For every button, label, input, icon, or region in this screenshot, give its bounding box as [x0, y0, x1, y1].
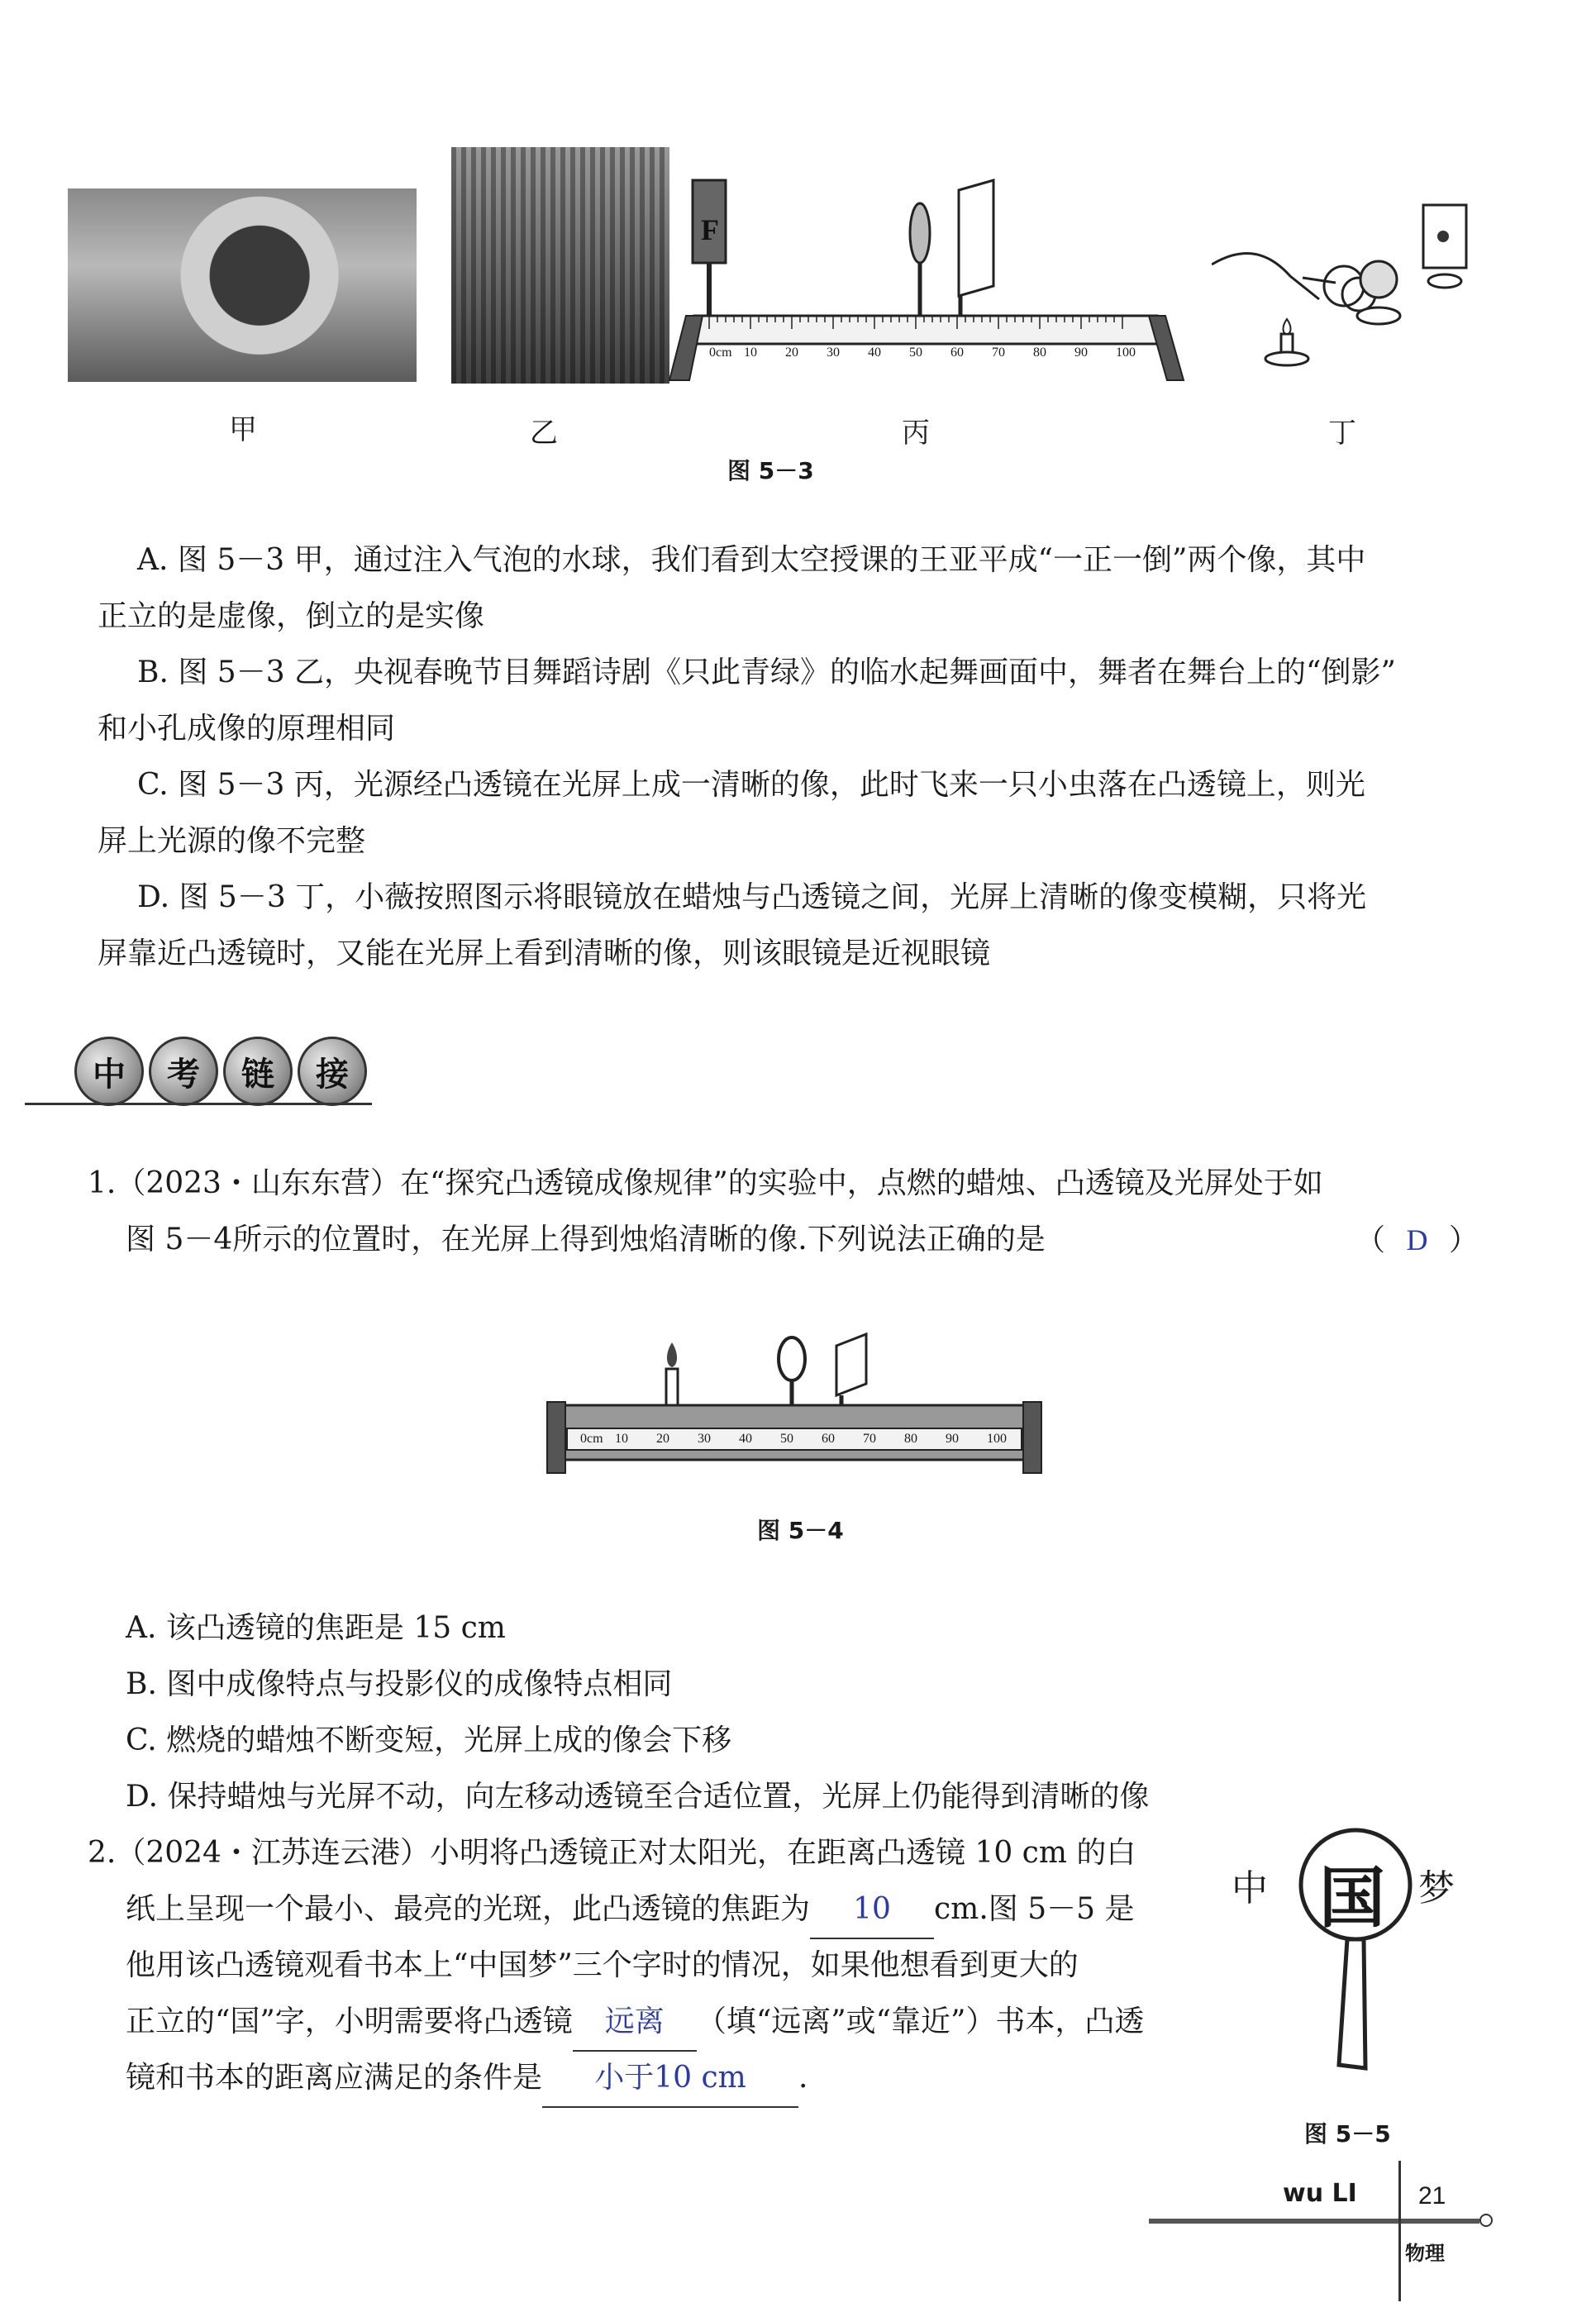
caption-bing: 丙	[902, 417, 930, 450]
footer-end-circle	[1479, 2214, 1493, 2227]
fig-5-4-tick-5: 50	[780, 1432, 793, 1446]
option-b-line1: B. 图 5－3 乙，央视春晚节目舞蹈诗剧《只此青绿》的临水起舞画面中，舞者在舞台上的“倒影”	[137, 656, 1396, 689]
q2-line2-post: cm.图 5－5 是	[934, 1892, 1135, 1926]
bench-tick-labels-5-3	[709, 346, 1139, 365]
q2-line2-pre: 纸上呈现一个最小、最亮的光斑，此凸透镜的焦距为	[126, 1892, 811, 1926]
option-c-line1: C. 图 5－3 丙，光源经凸透镜在光屏上成一清晰的像，此时飞来一只小虫落在凸透镜上，则光	[137, 768, 1365, 802]
fig-5-4-tick-0: 0cm	[580, 1432, 603, 1446]
section-badge-1: 中	[74, 1037, 144, 1106]
q2-line4-pre: 正立的“国”字，小明需要将凸透镜	[126, 2005, 573, 2038]
option-a-line1: A. 图 5－3 甲，通过注入气泡的水球，我们看到太空授课的王亚平成“一正一倒”两个像，其中	[137, 543, 1366, 577]
q1-line2	[126, 1212, 1046, 1268]
q2-line2	[126, 1881, 1134, 1939]
caption-yi: 乙	[530, 417, 558, 450]
option-a-line2: 正立的是虚像，倒立的是实像	[98, 599, 485, 633]
figure-caption-5-4: 图 5－4	[757, 1517, 844, 1544]
q1-line1: 1.（2023・山东东营）在“探究凸透镜成像规律”的实验中，点燃的蜡烛、凸透镜及光屏处于如	[88, 1166, 1323, 1200]
photo-jia	[68, 188, 417, 382]
magnifier-left-char: 中	[1232, 1867, 1268, 1909]
q1-option-c: C. 燃烧的蜡烛不断变短，光屏上成的像会下移	[126, 1723, 732, 1757]
q2-blank-focal-length: 10	[810, 1881, 934, 1939]
footer-subject: 物理	[1405, 2242, 1445, 2265]
magnifier-right-char: 梦	[1418, 1867, 1455, 1909]
fig-5-4-tick-2: 20	[656, 1432, 669, 1446]
fig-5-4-tick-4: 40	[739, 1432, 752, 1446]
fig-5-3-tick-5: 50	[909, 346, 922, 360]
fig-5-4-tick-6: 60	[822, 1432, 835, 1446]
caption-jia: 甲	[229, 413, 257, 446]
fig-5-4-tick-10: 100	[987, 1432, 1007, 1446]
fig-5-4-tick-1: 10	[615, 1432, 628, 1446]
fig-5-3-tick-7: 70	[992, 346, 1005, 360]
figure-5-4-optical-bench	[542, 1323, 1046, 1488]
footer-divider	[1398, 2161, 1401, 2301]
q2-blank-direction: 远离	[573, 1994, 697, 2052]
option-d-line1: D. 图 5－3 丁，小薇按照图示将眼镜放在蜡烛与凸透镜之间，光屏上清晰的像变模糊，只将光	[137, 880, 1367, 914]
q1-paren-close: ）	[1448, 1223, 1479, 1257]
figure-caption-5-3: 图 5－3	[727, 457, 814, 484]
page-number: 21	[1418, 2182, 1446, 2210]
fig-5-4-tick-8: 80	[904, 1432, 917, 1446]
fig-5-3-tick-0: 0cm	[709, 346, 732, 360]
caption-ding: 丁	[1328, 417, 1356, 450]
q1-answer-paren	[1355, 1212, 1479, 1269]
bench-label-f: F	[701, 213, 719, 246]
bench-tick-labels-5-4	[580, 1432, 1027, 1450]
q1-answer: D	[1406, 1223, 1428, 1256]
fig-5-3-tick-8: 80	[1033, 346, 1046, 360]
fig-5-3-tick-9: 90	[1074, 346, 1088, 360]
q2-line5-post: .	[798, 2061, 808, 2095]
photo-yi	[451, 147, 669, 384]
fig-5-4-tick-9: 90	[946, 1432, 959, 1446]
fig-5-4-tick-7: 70	[863, 1432, 876, 1446]
q2-line1: 2.（2024・江苏连云港）小明将凸透镜正对太阳光，在距离凸透镜 10 cm 的白	[88, 1836, 1136, 1870]
fig-5-3-tick-6: 60	[950, 346, 964, 360]
magnifier-center-char: 国	[1319, 1859, 1385, 1937]
q2-line5-pre: 镜和书本的距离应满足的条件是	[126, 2061, 543, 2095]
fig-5-3-tick-4: 40	[868, 346, 881, 360]
footer-rule	[1149, 2219, 1479, 2224]
fig-5-4-tick-3: 30	[698, 1432, 711, 1446]
section-underline	[25, 1103, 372, 1105]
option-d-line2: 屏靠近凸透镜时，又能在光屏上看到清晰的像，则该眼镜是近视眼镜	[98, 937, 991, 970]
footer-brand: wu LI	[1283, 2179, 1357, 2208]
option-b-line2: 和小孔成像的原理相同	[98, 712, 396, 746]
q2-line4-post: （填“远离”或“靠近”）书本，凸透	[696, 2005, 1145, 2038]
option-c-line2: 屏上光源的像不完整	[98, 824, 366, 858]
q2-line4	[126, 1994, 1144, 2052]
fig-5-3-tick-10: 100	[1116, 346, 1136, 360]
q1-paren-open: （	[1355, 1223, 1386, 1257]
q2-line5	[126, 2050, 808, 2108]
q1-line2-text: 图 5－4所示的位置时，在光屏上得到烛焰清晰的像.下列说法正确的是	[126, 1223, 1046, 1256]
fig-5-3-tick-3: 30	[827, 346, 840, 360]
fig-5-3-tick-2: 20	[785, 346, 798, 360]
q2-blank-condition: 小于10 cm	[542, 2050, 798, 2108]
q1-option-d: D. 保持蜡烛与光屏不动，向左移动透镜至合适位置，光屏上仍能得到清晰的像	[126, 1780, 1150, 1814]
section-badge-4: 接	[298, 1037, 367, 1106]
q1-option-a: A. 该凸透镜的焦距是 15 cm	[126, 1611, 506, 1645]
fig-5-3-tick-1: 10	[744, 346, 757, 360]
q1-option-b: B. 图中成像特点与投影仪的成像特点相同	[126, 1667, 673, 1701]
section-badge-2: 考	[149, 1037, 218, 1106]
section-badge-3: 链	[223, 1037, 293, 1106]
figure-caption-5-5: 图 5－5	[1304, 2120, 1391, 2148]
q2-line3: 他用该凸透镜观看书本上“中国梦”三个字时的情况，如果他想看到更大的	[126, 1948, 1079, 1982]
diagram-ding-candle-lens	[1212, 195, 1484, 377]
